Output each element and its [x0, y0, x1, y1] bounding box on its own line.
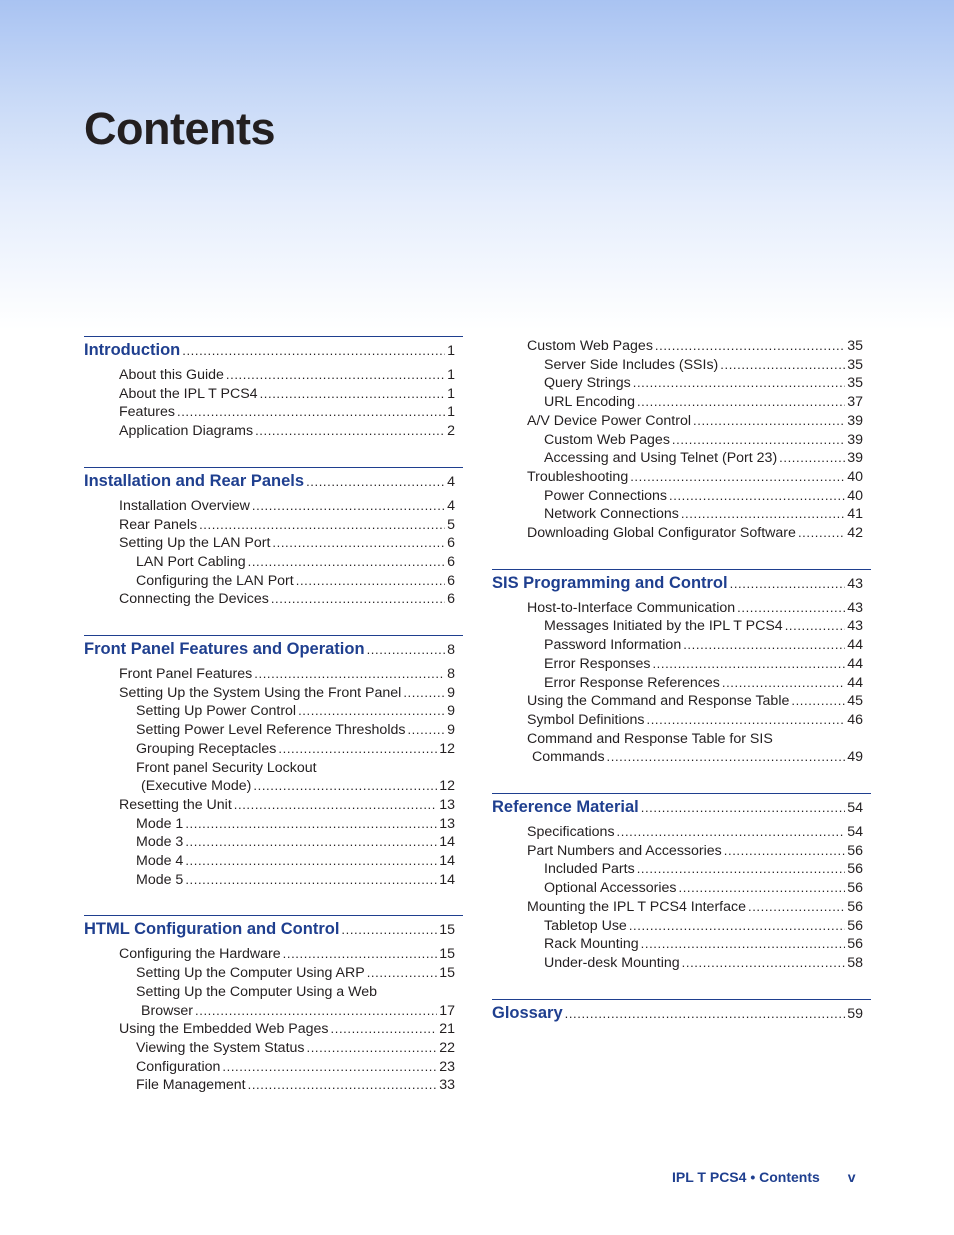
dot-leader: [681, 505, 845, 524]
toc-page-number: 39: [847, 431, 863, 448]
toc-entry[interactable]: [492, 487, 871, 506]
toc-section: [84, 635, 463, 889]
dot-leader: [367, 964, 438, 983]
toc-entry-title: Using the Embedded Web Pages: [119, 1021, 329, 1038]
toc-page-number: 22: [439, 1039, 455, 1056]
toc-page-number: 21: [439, 1021, 455, 1038]
dot-leader: [682, 954, 846, 973]
toc-entry[interactable]: [84, 721, 463, 740]
dot-leader: [730, 574, 846, 594]
toc-entry[interactable]: [84, 665, 463, 684]
toc-page-number: 1: [447, 367, 455, 383]
dot-leader: [641, 798, 845, 818]
toc-entry[interactable]: [84, 534, 463, 553]
dot-leader: [617, 823, 846, 842]
toc-page-number: 1: [447, 343, 455, 359]
toc-page-number: 4: [447, 473, 455, 490]
dot-leader: [283, 945, 438, 964]
toc-entry[interactable]: [492, 505, 871, 524]
toc-page-number: 44: [847, 655, 863, 672]
toc-page-number: 46: [847, 711, 863, 728]
toc-entry[interactable]: [492, 842, 871, 861]
toc-entry-title: Reference Material: [492, 798, 639, 817]
toc-entry-title: Custom Web Pages: [544, 431, 670, 448]
toc-page-number: 35: [847, 338, 863, 354]
dot-leader: [607, 748, 846, 767]
dot-leader: [672, 431, 845, 450]
dot-leader: [185, 833, 437, 852]
dot-leader: [720, 356, 845, 375]
toc-entry[interactable]: [492, 954, 871, 973]
toc-page-number: 2: [447, 423, 455, 440]
toc-page-number: 6: [447, 572, 455, 589]
toc-entry[interactable]: [492, 636, 871, 655]
toc-entry[interactable]: [492, 449, 871, 468]
toc-heading-front-panel-features-and-operation[interactable]: [84, 639, 463, 660]
toc-entry[interactable]: [84, 684, 463, 703]
toc-page-number: 37: [847, 394, 863, 411]
toc-entry-title: Front Panel Features: [119, 666, 253, 683]
dot-leader: [185, 871, 437, 890]
toc-page-number: 58: [847, 954, 863, 971]
dot-leader: [669, 487, 845, 506]
dot-leader: [655, 337, 845, 356]
toc-entry-title: Setting Up the Computer Using a Web: [136, 983, 378, 1000]
toc-entry-title: Resetting the Unit: [119, 796, 232, 813]
toc-page-number: 41: [847, 506, 863, 523]
toc-entry-title: Installation and Rear Panels: [84, 471, 305, 490]
toc-entry-title: Setting Up the LAN Port: [119, 535, 271, 552]
toc-page-number: 13: [439, 796, 455, 813]
toc-entry-title: Front panel Security Lockout: [136, 759, 317, 776]
toc-entry-title: Network Connections: [544, 506, 679, 523]
toc-entry[interactable]: [84, 759, 463, 778]
toc-entry[interactable]: [492, 393, 871, 412]
toc-page-number: 56: [847, 880, 863, 897]
toc-entry-title: File Management: [136, 1077, 246, 1094]
footer-page-number: v: [847, 1169, 856, 1185]
toc-page-number: 43: [847, 599, 863, 616]
toc-entry-title: Troubleshooting: [527, 468, 629, 485]
toc-page-number: 56: [847, 936, 863, 953]
toc-entry[interactable]: [84, 983, 463, 1002]
toc-entry-title: About this Guide: [119, 367, 224, 383]
dot-leader: [629, 917, 845, 936]
toc-entry-title: HTML Configuration and Control: [84, 920, 340, 939]
page-title: Contents: [84, 103, 275, 154]
dot-leader: [678, 879, 845, 898]
toc-entry[interactable]: [492, 674, 871, 693]
dot-leader: [185, 852, 437, 871]
toc-entry-title: Power Connections: [544, 487, 668, 504]
toc-section: [84, 336, 463, 441]
dot-leader: [367, 640, 446, 660]
toc-section: [84, 915, 463, 1095]
toc-entry-title: Mode 4: [136, 853, 184, 870]
toc-entry[interactable]: [492, 748, 871, 767]
toc-entry-title: Optional Accessories: [544, 880, 677, 897]
toc-entry-title: Host-to-Interface Communication: [527, 599, 736, 616]
dot-leader: [298, 702, 445, 721]
toc-entry[interactable]: [492, 917, 871, 936]
dot-leader: [252, 497, 445, 516]
dot-leader: [272, 534, 445, 553]
dot-leader: [260, 385, 446, 404]
toc-column-left: [84, 336, 463, 1121]
toc-page-number: 35: [847, 375, 863, 392]
toc-entry[interactable]: [84, 422, 463, 441]
dot-leader: [565, 1004, 846, 1024]
toc-entry-title: Commands: [532, 749, 605, 766]
dot-leader: [248, 553, 445, 572]
toc-entry[interactable]: [84, 516, 463, 535]
toc-entry[interactable]: [84, 871, 463, 890]
toc-page-number: 33: [439, 1077, 455, 1094]
toc-page-number: 54: [847, 824, 863, 841]
toc-entry[interactable]: [84, 833, 463, 852]
dot-leader: [798, 524, 845, 543]
toc-page-number: 39: [847, 450, 863, 467]
dot-leader: [633, 374, 845, 393]
toc-page-number: 43: [847, 575, 863, 592]
toc-entry[interactable]: [492, 431, 871, 450]
dot-leader: [693, 412, 845, 431]
toc-page-number: 12: [439, 778, 455, 795]
toc-page-number: 43: [847, 618, 863, 635]
dot-leader: [234, 796, 437, 815]
toc-entry-title: Connecting the Devices: [119, 591, 269, 608]
toc-entry-title: Setting Power Level Reference Thresholds: [136, 722, 406, 739]
toc-entry-title: Viewing the System Status: [136, 1039, 305, 1056]
toc-page-number: 39: [847, 412, 863, 429]
toc-entry-title: Accessing and Using Telnet (Port 23): [544, 450, 778, 467]
dot-leader: [652, 655, 845, 674]
dot-leader: [641, 935, 846, 954]
toc-entry-title: LAN Port Cabling: [136, 553, 246, 570]
toc-page-number: 5: [447, 516, 455, 533]
toc-entry[interactable]: [492, 617, 871, 636]
toc-heading-sis-programming-and-control[interactable]: [492, 573, 871, 594]
toc-page-number: 56: [847, 898, 863, 915]
toc-entry[interactable]: [84, 403, 463, 422]
toc-entry-title: SIS Programming and Control: [492, 573, 728, 592]
toc-page-number: 8: [447, 666, 455, 683]
dot-leader: [255, 422, 445, 441]
toc-entry-title: Error Responses: [544, 655, 651, 672]
toc-entry[interactable]: [84, 1076, 463, 1095]
dot-leader: [403, 684, 445, 703]
dot-leader: [637, 393, 845, 412]
toc-entry-title: Configuring the LAN Port: [136, 572, 294, 589]
toc-entry-title: Specifications: [527, 824, 615, 841]
dot-leader: [248, 1076, 438, 1095]
dot-leader: [748, 898, 845, 917]
toc-entry-title: (Executive Mode): [141, 778, 252, 795]
dot-leader: [278, 740, 437, 759]
toc-entry-title: Configuring the Hardware: [119, 946, 281, 963]
dot-leader: [185, 815, 437, 834]
toc-entry[interactable]: [84, 366, 463, 385]
toc-entry-title: Custom Web Pages: [527, 338, 653, 354]
toc-entry[interactable]: [84, 796, 463, 815]
dot-leader: [195, 1002, 437, 1021]
dot-leader: [407, 721, 445, 740]
toc-entry-title: Command and Response Table for SIS: [527, 730, 773, 747]
toc-entry-title: A/V Device Power Control: [527, 412, 692, 429]
toc-entry-title: Introduction: [84, 341, 181, 359]
dot-leader: [307, 1039, 438, 1058]
toc-entry[interactable]: [84, 945, 463, 964]
toc-entry[interactable]: [84, 1020, 463, 1039]
toc-entry[interactable]: [492, 524, 871, 543]
toc-page-number: 17: [439, 1002, 455, 1019]
toc-entry[interactable]: [492, 879, 871, 898]
dot-leader: [791, 692, 845, 711]
toc-entry[interactable]: [492, 337, 871, 356]
toc-entry[interactable]: [492, 730, 871, 749]
toc-entry-title: Browser: [141, 1002, 194, 1019]
dot-leader: [724, 842, 845, 861]
toc-page-number: 45: [847, 693, 863, 710]
footer-label: IPL T PCS4 • Contents: [672, 1169, 820, 1185]
toc-entry[interactable]: [84, 497, 463, 516]
dot-leader: [785, 617, 846, 636]
toc-entry-title: Installation Overview: [119, 497, 250, 514]
dot-leader: [226, 366, 445, 385]
toc-entry[interactable]: [492, 412, 871, 431]
dot-leader: [296, 572, 445, 591]
toc-entry[interactable]: [84, 852, 463, 871]
toc-entry[interactable]: [492, 898, 871, 917]
toc-entry-title: Glossary: [492, 1003, 563, 1022]
toc-page-number: 56: [847, 842, 863, 859]
toc-page-number: 1: [447, 385, 455, 402]
toc-page-number: 15: [439, 922, 455, 939]
dot-leader: [177, 403, 445, 422]
page-footer: [672, 1169, 856, 1185]
toc-entry-title: Configuration: [136, 1058, 221, 1075]
toc-page-number: 40: [847, 487, 863, 504]
dot-leader: [779, 449, 845, 468]
toc-entry-title: About the IPL T PCS4: [119, 385, 258, 402]
toc-entry-title: Setting Up Power Control: [136, 703, 297, 720]
toc-page-number: 13: [439, 815, 455, 832]
toc-entry-title: Query Strings: [544, 375, 631, 392]
toc-entry-title: Rack Mounting: [544, 936, 639, 953]
toc-column-right: [492, 336, 871, 1050]
toc-entry[interactable]: [84, 777, 463, 796]
toc-section: [492, 569, 871, 767]
toc-heading-glossary[interactable]: [492, 1003, 871, 1024]
toc-entry[interactable]: [84, 815, 463, 834]
toc-page-number: 15: [439, 965, 455, 982]
toc-section: [492, 336, 871, 543]
toc-entry-title: Symbol Definitions: [527, 711, 645, 728]
toc-page-number: 44: [847, 637, 863, 654]
dot-leader: [737, 599, 845, 618]
toc-page-number: 12: [439, 740, 455, 757]
dot-leader: [683, 636, 845, 655]
toc-heading-introduction[interactable]: [84, 340, 463, 361]
toc-entry[interactable]: [84, 1058, 463, 1077]
dot-leader: [253, 777, 437, 796]
dot-leader: [722, 674, 845, 693]
toc-entry[interactable]: [492, 711, 871, 730]
toc-page-number: 8: [447, 642, 455, 659]
toc-entry-title: Password Information: [544, 637, 682, 654]
toc-entry-title: Using the Command and Response Table: [527, 693, 790, 710]
toc-page-number: 9: [447, 703, 455, 720]
dot-leader: [630, 468, 845, 487]
header-gradient-band: [0, 0, 954, 330]
toc-section: [492, 999, 871, 1024]
toc-entry-title: Features: [119, 404, 175, 421]
toc-entry-title: Setting Up the Computer Using ARP: [136, 965, 365, 982]
toc-entry-title: Under-desk Mounting: [544, 954, 680, 971]
toc-page-number: 42: [847, 525, 863, 542]
toc-entry-title: Front Panel Features and Operation: [84, 640, 365, 659]
toc-heading-installation-and-rear-panels[interactable]: [84, 471, 463, 492]
dot-leader: [331, 1020, 438, 1039]
toc-page-number: 9: [447, 722, 455, 739]
dot-leader: [306, 472, 445, 492]
toc-entry-title: Part Numbers and Accessories: [527, 842, 722, 859]
toc-entry[interactable]: [492, 599, 871, 618]
dot-leader: [647, 711, 846, 730]
toc-entry[interactable]: [84, 590, 463, 609]
toc-page-number: 14: [439, 834, 455, 851]
toc-entry[interactable]: [492, 468, 871, 487]
toc-entry-title: Grouping Receptacles: [136, 740, 277, 757]
toc-entry[interactable]: [492, 655, 871, 674]
toc-heading-html-configuration-and-control[interactable]: [84, 919, 463, 940]
toc-entry-title: Mounting the IPL T PCS4 Interface: [527, 898, 746, 915]
toc-entry[interactable]: [84, 702, 463, 721]
toc-page-number: 6: [447, 553, 455, 570]
toc-page-number: 40: [847, 468, 863, 485]
toc-entry-title: Tabletop Use: [544, 917, 627, 934]
toc-entry[interactable]: [492, 356, 871, 375]
toc-entry-title: Server Side Includes (SSIs): [544, 356, 719, 373]
toc-entry[interactable]: [84, 553, 463, 572]
toc-page-number: 6: [447, 535, 455, 552]
toc-entry[interactable]: [492, 860, 871, 879]
toc-heading-reference-material[interactable]: [492, 797, 871, 818]
toc-page-number: 56: [847, 917, 863, 934]
toc-page-number: 35: [847, 356, 863, 373]
toc-entry-title: Setting Up the System Using the Front Panel: [119, 684, 402, 701]
toc-entry[interactable]: [492, 692, 871, 711]
toc-page-number: 4: [447, 497, 455, 514]
toc-section: [492, 793, 871, 973]
dot-leader: [254, 665, 445, 684]
toc-entry-title: Included Parts: [544, 861, 635, 878]
dot-leader: [637, 860, 846, 879]
toc-page-number: 14: [439, 871, 455, 888]
toc-entry-title: Messages Initiated by the IPL T PCS4: [544, 618, 783, 635]
toc-page-number: 15: [439, 946, 455, 963]
toc-entry[interactable]: [84, 964, 463, 983]
toc-entry-title: Application Diagrams: [119, 423, 254, 440]
toc-entry[interactable]: [492, 374, 871, 393]
toc-entry[interactable]: [84, 572, 463, 591]
toc-page-number: 9: [447, 684, 455, 701]
toc-entry-title: URL Encoding: [544, 394, 635, 411]
toc-entry[interactable]: [492, 823, 871, 842]
toc-entry[interactable]: [84, 1039, 463, 1058]
toc-entry[interactable]: [492, 935, 871, 954]
toc-entry[interactable]: [84, 740, 463, 759]
toc-page-number: 49: [847, 749, 863, 766]
toc-entry-title: Mode 3: [136, 834, 184, 851]
toc-page-number: 1: [447, 404, 455, 421]
toc-section: [84, 467, 463, 609]
toc-page-number: 23: [439, 1058, 455, 1075]
toc-entry-title: Mode 5: [136, 871, 184, 888]
toc-entry[interactable]: [84, 385, 463, 404]
toc-entry[interactable]: [84, 1002, 463, 1021]
dot-leader: [271, 590, 445, 609]
dot-leader: [199, 516, 445, 535]
dot-leader: [182, 341, 445, 361]
toc-page-number: 59: [847, 1005, 863, 1022]
toc-page-number: 14: [439, 853, 455, 870]
toc-entry-title: Error Response References: [544, 674, 720, 691]
dot-leader: [341, 920, 437, 940]
toc-page-number: 44: [847, 674, 863, 691]
toc-entry-title: Downloading Global Configurator Software: [527, 525, 796, 542]
dot-leader: [222, 1058, 437, 1077]
toc-page-number: 6: [447, 591, 455, 608]
toc-entry-title: Rear Panels: [119, 516, 198, 533]
toc-page-number: 54: [847, 800, 863, 817]
toc-page-number: 56: [847, 861, 863, 878]
toc-entry-title: Mode 1: [136, 815, 184, 832]
